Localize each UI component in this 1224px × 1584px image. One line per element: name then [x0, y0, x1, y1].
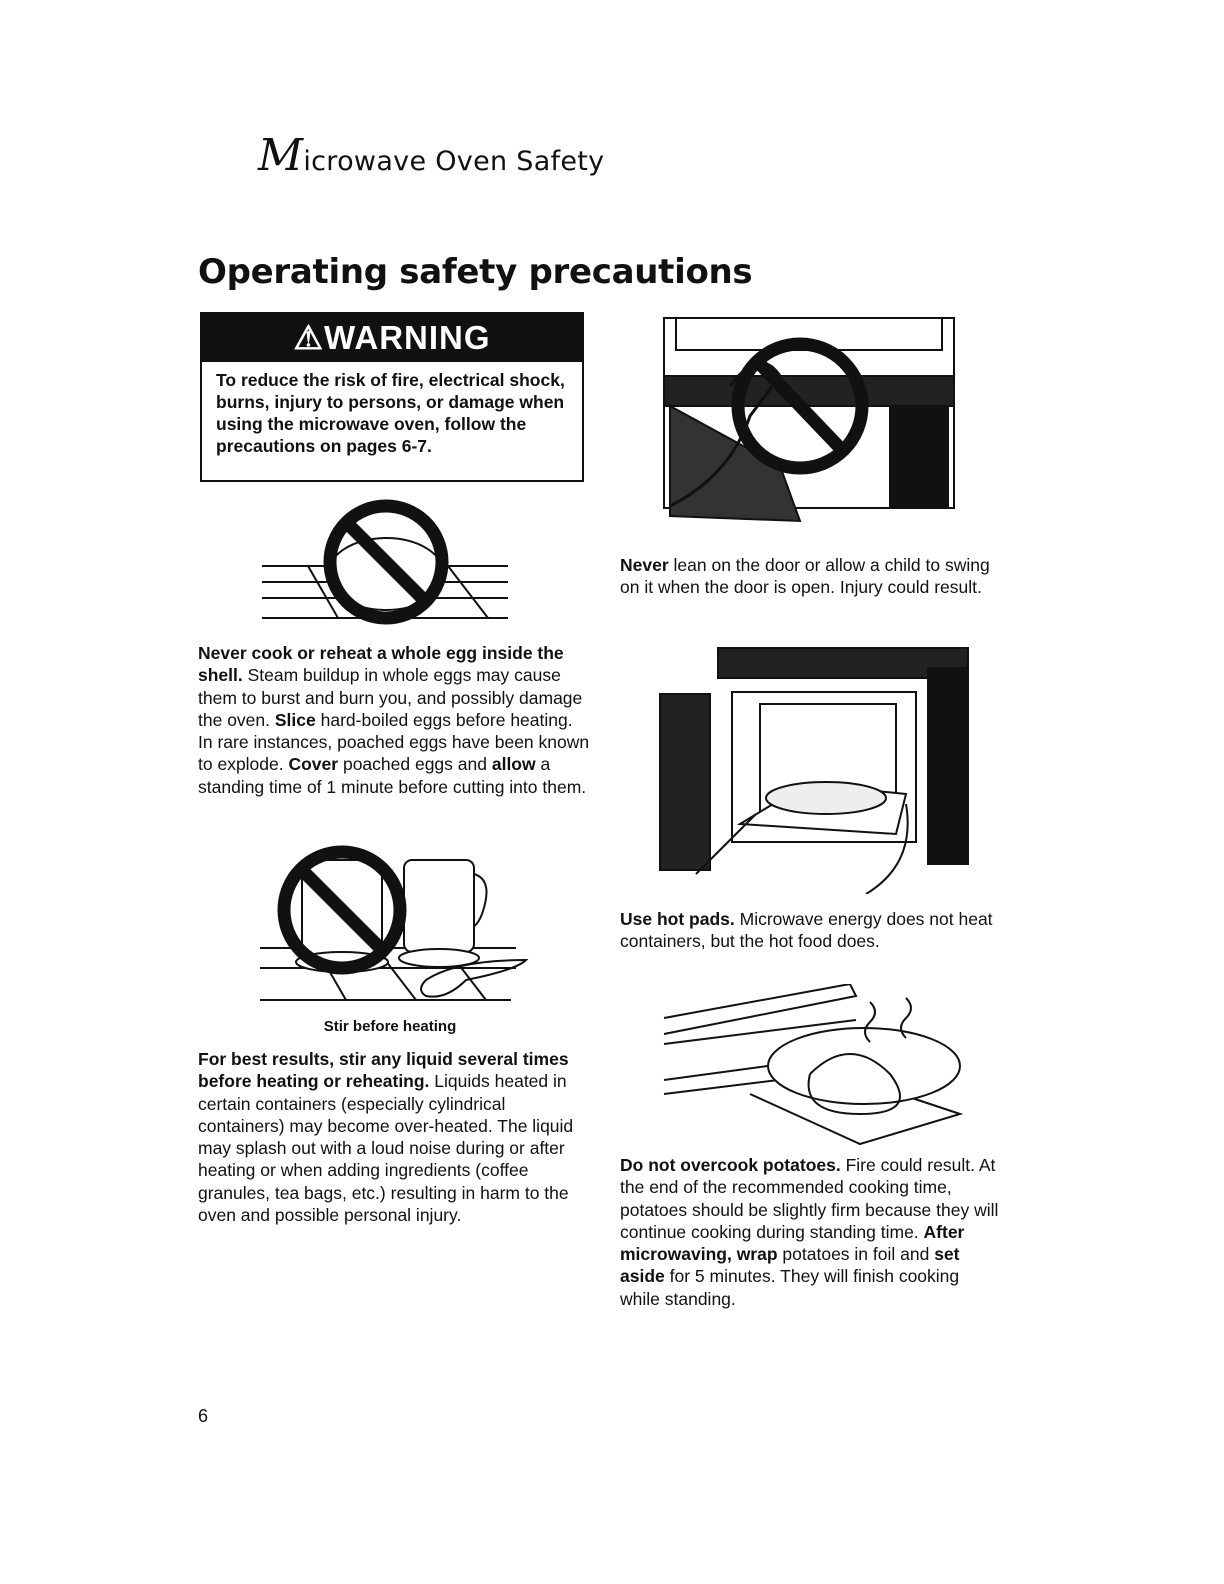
egg-prohibited-illustration	[258, 498, 518, 626]
door-bold-1: Never	[620, 555, 669, 575]
hot-pads-text-1: Microwave energy does not heat containers, but the hot food does.	[620, 909, 993, 952]
hot-pads-bold-1: Use hot pads.	[620, 909, 735, 929]
warning-bar	[202, 314, 582, 362]
door-paragraph	[620, 554, 1000, 599]
egg-bold-3: Cover	[288, 754, 339, 775]
door-prohibited-illustration	[660, 316, 960, 526]
section-title-rest: icrowave Oven Safety	[303, 146, 605, 177]
egg-paragraph	[198, 642, 590, 798]
potatoes-illustration	[660, 984, 970, 1146]
potatoes-bold-3: set aside	[620, 1244, 960, 1287]
hot-pads-illustration	[656, 644, 972, 894]
section-title	[258, 130, 604, 181]
door-text-1: lean on the door or allow a child to swing on it when the door is open. Injury could result.	[620, 555, 990, 598]
page-heading: Operating safety precautions	[198, 252, 753, 292]
egg-bold-4: allow	[491, 754, 536, 775]
potatoes-text-2: potatoes in foil and	[777, 1244, 935, 1265]
warning-label: WARNING	[324, 319, 491, 356]
stir-bold-1: For best results, stir any liquid several times before heating or reheating.	[198, 1049, 569, 1092]
warning-text: To reduce the risk of fire, electrical shock, burns, injury to persons, or damage when using the microwave oven, follow the precautions on pages 6-7.	[216, 370, 565, 456]
stir-text-1: Liquids heated in certain containers (especially cylindrical containers) may become over-heated. The liquid may splash out with a loud noise during or after heating or when adding ingredients (coffee granules, tea bags, etc.) resulting in harm to the oven and possible personal injury.	[198, 1071, 574, 1226]
stir-paragraph	[198, 1048, 590, 1226]
potatoes-text-3: for 5 minutes. They will finish cooking while standing.	[620, 1266, 960, 1309]
egg-text-2: hard-boiled eggs before heating. In rare instances, poached eggs have been known to explode.	[198, 709, 590, 775]
page-number: 6	[198, 1406, 209, 1426]
potatoes-bold-1: Do not overcook potatoes.	[620, 1155, 841, 1175]
potatoes-paragraph	[620, 1154, 1000, 1310]
potatoes-bold-2: After microwaving, wrap	[620, 1221, 965, 1265]
egg-bold-1: Never cook or reheat a whole egg inside the shell.	[198, 643, 564, 686]
warning-box	[200, 312, 584, 482]
egg-text-1: Steam buildup in whole eggs may cause them to burst and burn you, and possibly damage the oven.	[198, 665, 583, 730]
egg-text-3: poached eggs and	[338, 754, 492, 775]
section-title-initial: M	[258, 130, 304, 181]
warning-triangle-icon: ⚠	[293, 319, 325, 356]
hot-pads-paragraph	[620, 908, 1000, 953]
stir-caption: Stir before heating	[323, 1018, 457, 1035]
potatoes-text-1: Fire could result. At the end of the recommended cooking time, potatoes should be slightly firm because they will continue cooking during standing time.	[620, 1155, 999, 1242]
egg-bold-2: Slice	[274, 709, 316, 730]
egg-text-4: a standing time of 1 minute before cutting into them.	[198, 754, 587, 797]
cups-illustration	[256, 830, 536, 1008]
